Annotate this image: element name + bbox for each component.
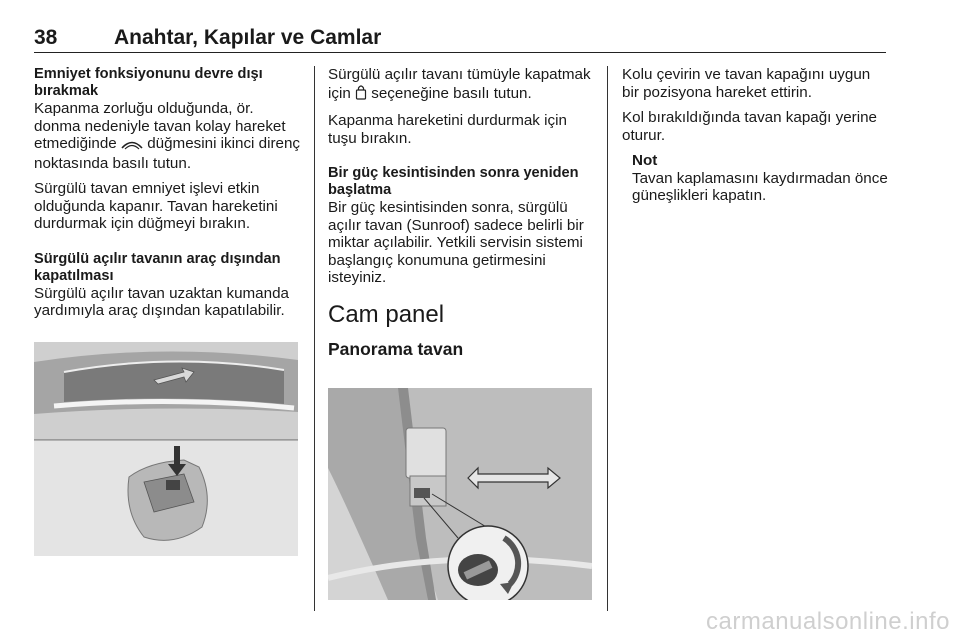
- paragraph-close: Sürgülü açılır tavanı tümüyle kapatmak için seçeneğine basılı tutun.: [328, 66, 596, 104]
- note-box: [632, 152, 890, 205]
- watermark: carmanualsonline.info: [706, 608, 950, 635]
- column-3: [622, 66, 890, 205]
- paragraph-stop: Kapanma hareketini durdurmak için tuşu bırakın.: [328, 112, 567, 147]
- note-title: Not: [632, 152, 658, 169]
- page-header: [34, 26, 886, 53]
- sunroof-tilt-icon: [121, 137, 143, 155]
- heading-remote: Sürgülü açılır tavanın araç dışından kapatılması: [34, 250, 281, 284]
- lock-key-icon: [355, 84, 367, 105]
- paragraph-emergency-1: Kapanma zorluğu olduğunda, ör. donma nedeniyle tavan kolay hareket etmediğinde düğmesini ikinci direnç noktasında basılı tutun.: [34, 100, 301, 172]
- section-title-glass-panel: Cam panel: [328, 300, 445, 328]
- paragraph-release: Kol bırakıldığında tavan kapağı yerine oturur.: [622, 109, 877, 144]
- heading-emergency: Emniyet fonksiyonunu devre dışı bırakmak: [34, 66, 263, 99]
- column-2: [328, 66, 596, 371]
- column-1: [34, 66, 300, 328]
- paragraph-emergency-2: Sürgülü tavan emniyet işlevi etkin olduğunda kapanır. Tavan hareketini durdurmak için düğmeyi bırakın.: [34, 180, 278, 232]
- figure-panorama-lever: [328, 388, 592, 600]
- paragraph-remote: Sürgülü açılır tavan uzaktan kumanda yardımıyla araç dışından kapatılabilir.: [34, 284, 289, 319]
- heading-restart: Bir güç kesintisinden sonra yeniden başlatma: [328, 165, 579, 198]
- page-title: Anahtar, Kapılar ve Camlar: [114, 26, 382, 49]
- column-divider-2: [607, 66, 608, 611]
- page-number: 38: [34, 26, 58, 49]
- subsection-title-panorama: Panorama tavan: [328, 338, 464, 359]
- paragraph-restart: Bir güç kesintisinden sonra, sürgülü açılır tavan (Sunroof) sadece belirli bir miktar açılabilir. Yetkili servisin sistemi başlangıç konumuna getirmesini isteyiniz.: [328, 199, 584, 286]
- paragraph-lever: Kolu çevirin ve tavan kapağını uygun bir pozisyona hareket ettirin.: [622, 66, 871, 101]
- note-text: Tavan kaplamasını kaydırmadan önce güneşlikleri kapatın.: [632, 169, 888, 204]
- column-divider-1: [314, 66, 315, 611]
- figure-sunroof-key: [34, 342, 298, 556]
